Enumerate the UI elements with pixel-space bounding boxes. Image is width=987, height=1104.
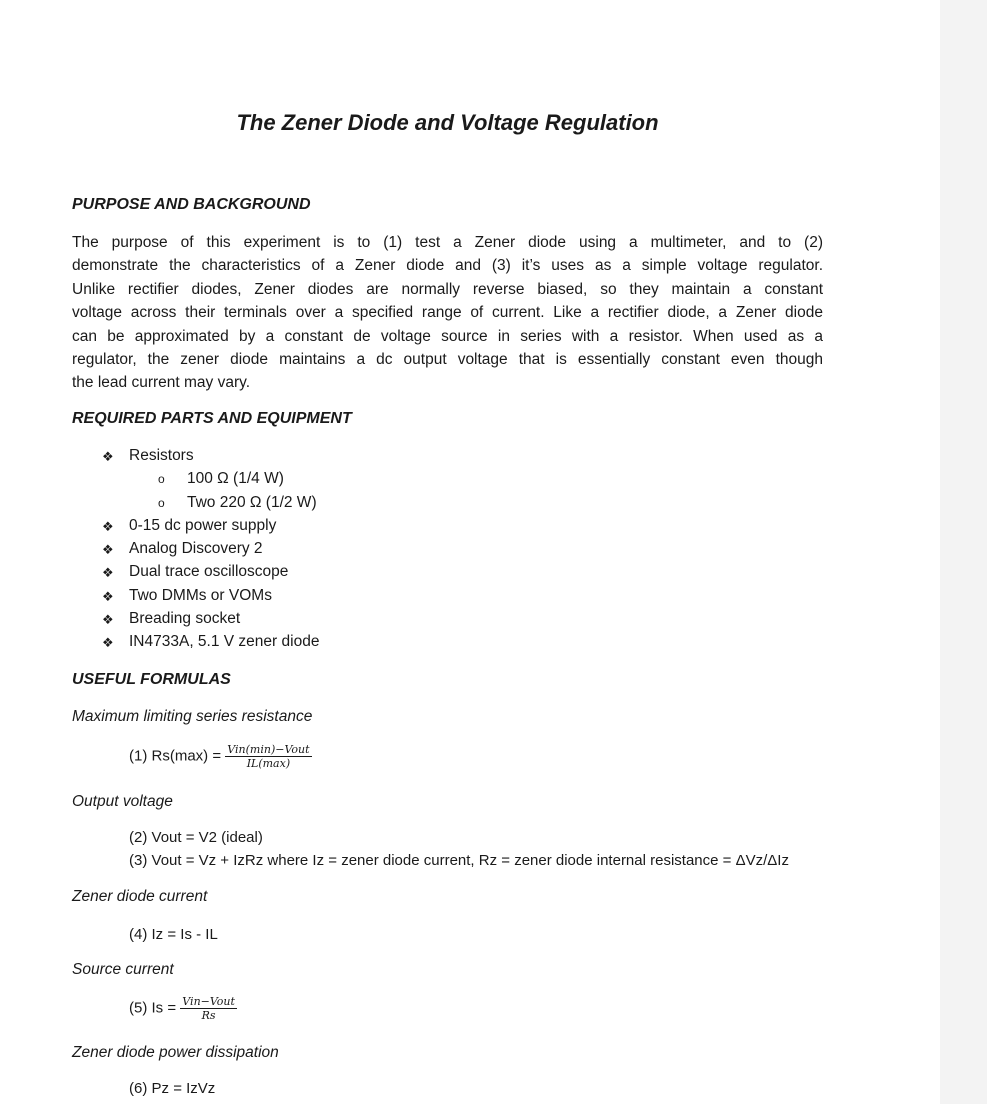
formulas-heading: USEFUL FORMULAS bbox=[72, 671, 231, 688]
output-voltage-label: Output voltage bbox=[72, 793, 173, 810]
purpose-line: the lead current may vary. bbox=[72, 374, 251, 392]
power-dissipation-label: Zener diode power dissipation bbox=[72, 1044, 279, 1061]
formula-number: (3) bbox=[129, 852, 148, 869]
fraction bbox=[180, 995, 237, 1022]
diamond-bullet-icon: ❖ bbox=[102, 635, 114, 650]
formula-text: Iz = Is - IL bbox=[151, 926, 218, 943]
purpose-line: can be approximated by a constant de voltage source in series with a resistor. When used as a bbox=[72, 327, 823, 345]
parts-list-item: Two DMMs or VOMs bbox=[129, 587, 272, 604]
fraction-denominator: Rs bbox=[201, 1009, 216, 1022]
parts-list-item: Breading socket bbox=[129, 610, 241, 627]
page-title: The Zener Diode and Voltage Regulation bbox=[236, 110, 659, 135]
formula-lhs: Rs(max) = bbox=[151, 747, 222, 765]
diamond-bullet-icon: ❖ bbox=[102, 542, 114, 557]
circle-bullet-icon: o bbox=[158, 472, 165, 486]
parts-list-item: Analog Discovery 2 bbox=[129, 540, 263, 557]
formula-text: Vout = V2 (ideal) bbox=[151, 829, 263, 846]
right-margin-panel bbox=[940, 0, 987, 1104]
diamond-bullet-icon: ❖ bbox=[102, 565, 114, 580]
purpose-heading: PURPOSE AND BACKGROUND bbox=[72, 196, 311, 213]
formula-number: (5) bbox=[129, 999, 148, 1017]
purpose-paragraph bbox=[72, 231, 823, 395]
parts-list-item: Dual trace oscilloscope bbox=[129, 563, 289, 580]
parts-list-item: Resistors bbox=[129, 447, 194, 464]
formula-2 bbox=[129, 829, 263, 846]
purpose-line: Unlike rectifier diodes, Zener diodes are normally reverse biased, so they maintain a constant bbox=[72, 280, 823, 298]
zener-current-label: Zener diode current bbox=[72, 888, 208, 905]
formula-lhs: Is = bbox=[151, 999, 177, 1017]
formula-5 bbox=[129, 995, 237, 1022]
fraction-numerator: Vin−Vout bbox=[182, 995, 235, 1008]
fraction-numerator: Vin(min)−Vout bbox=[227, 743, 310, 756]
formula-number: (1) bbox=[129, 747, 148, 765]
diamond-bullet-icon: ❖ bbox=[102, 612, 114, 627]
parts-list-item: IN4733A, 5.1 V zener diode bbox=[129, 633, 320, 650]
diamond-bullet-icon: ❖ bbox=[102, 519, 114, 534]
diamond-bullet-icon: ❖ bbox=[102, 449, 114, 464]
parts-list-item: 0-15 dc power supply bbox=[129, 517, 277, 534]
parts-sublist-item: 100 Ω (1/4 W) bbox=[187, 470, 284, 487]
formula-number: (4) bbox=[129, 926, 148, 943]
max-resistance-label: Maximum limiting series resistance bbox=[72, 708, 313, 725]
fraction-denominator: IL(max) bbox=[246, 757, 291, 770]
formula-1 bbox=[129, 743, 312, 770]
formula-text: Vout = Vz + IzRz where Iz = zener diode current, Rz = zener diode internal resistance = ΔVz/ΔIz bbox=[151, 852, 789, 869]
parts-heading: REQUIRED PARTS AND EQUIPMENT bbox=[72, 410, 352, 427]
formula-3 bbox=[129, 852, 789, 869]
purpose-line: The purpose of this experiment is to (1) test a Zener diode using a multimeter, and to (2) bbox=[72, 234, 823, 251]
formula-text: Pz = IzVz bbox=[151, 1080, 216, 1097]
purpose-line: voltage across their terminals over a specified range of current. Like a rectifier diode, a Zener diode bbox=[72, 304, 823, 322]
fraction bbox=[225, 743, 311, 770]
formula-number: (6) bbox=[129, 1080, 148, 1097]
circle-bullet-icon: o bbox=[158, 496, 165, 510]
parts-sublist-item: Two 220 Ω (1/2 W) bbox=[187, 494, 317, 511]
diamond-bullet-icon: ❖ bbox=[102, 589, 114, 604]
purpose-line: regulator, the zener diode maintains a dc output voltage that is essentially constant even though bbox=[72, 350, 823, 368]
formula-6 bbox=[129, 1080, 215, 1097]
formula-4 bbox=[129, 926, 218, 943]
purpose-line: demonstrate the characteristics of a Zener diode and (3) it’s uses as a simple voltage regulator. bbox=[72, 257, 823, 275]
source-current-label: Source current bbox=[72, 961, 174, 978]
formula-number: (2) bbox=[129, 829, 148, 846]
